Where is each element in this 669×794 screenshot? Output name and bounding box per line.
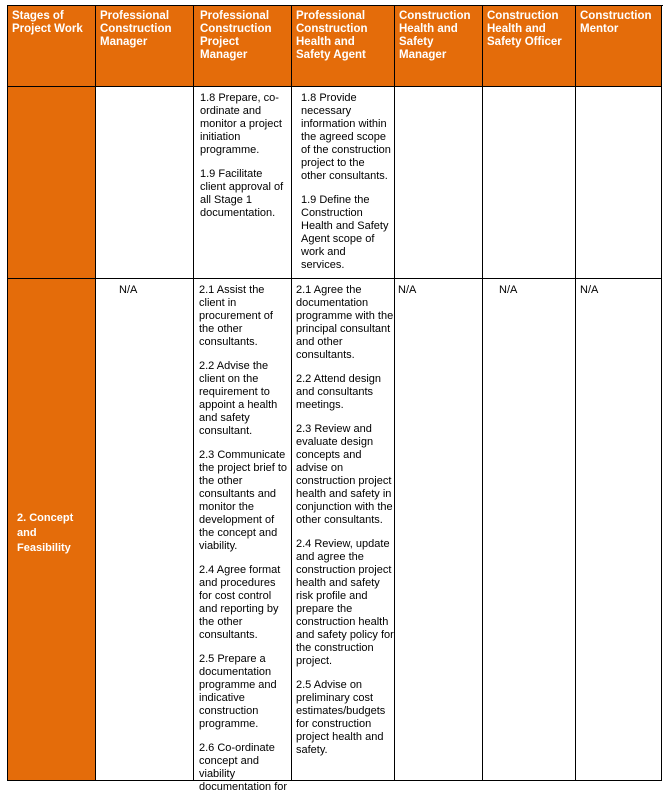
row2-pchsa-item: 2.5 Advise on preliminary cost estimates/budgets for construction project health and safety. <box>296 679 386 756</box>
row1-stage-cell <box>8 87 96 279</box>
header-chso <box>483 6 576 87</box>
row2-pchsa-item: 2.2 Attend design and consultants meetings. <box>296 373 382 411</box>
row2-chso-value: N/A <box>499 284 518 296</box>
header-pcpm <box>194 6 292 87</box>
row2-pcpm-item: 2.4 Agree format and procedures for cost control and reporting by the other consultants. <box>199 564 281 641</box>
header-pchsa <box>292 6 395 87</box>
row2-pcm-cell <box>96 279 194 781</box>
stage-label-concept-feasibility <box>17 511 89 556</box>
row2-pcpm-item: 2.1 Assist the client in procurement of the other consultants. <box>199 284 273 348</box>
header-stages-text: Stages of Project Work <box>12 10 83 35</box>
row1-pchsa-item: 1.9 Define the Construction Health and Safety Agent scope of work and services. <box>301 194 389 271</box>
header-chsm <box>395 6 483 87</box>
row1-pcpm-item: 1.9 Facilitate client approval of all Stage 1 documentation. <box>200 168 284 219</box>
header-chso-text: Construction Health and Safety Officer <box>487 10 562 48</box>
row1-pchsa-item: 1.8 Provide necessary information within the agreed scope of the construction project to the other consultants. <box>301 92 391 182</box>
header-pcm <box>96 6 194 87</box>
row2-chsm-cell <box>395 279 483 781</box>
header-mentor <box>576 6 662 87</box>
row2-pcpm-item: 2.6 Co-ordinate concept and viability documentation for <box>199 742 288 793</box>
row2-mentor-value: N/A <box>580 284 599 296</box>
header-pcpm-text: Professional Construction Project Manager <box>200 10 272 61</box>
header-stages <box>8 6 96 87</box>
row2-stage-cell <box>8 279 96 781</box>
row2-pcm-value: N/A <box>119 284 138 296</box>
row2-pchsa-item: 2.4 Review, update and agree the construction project health and safety risk profile and prepare the construction health and safety policy for the construction project. <box>296 538 394 667</box>
row1-pcpm-item: 1.8 Prepare, co-ordinate and monitor a project initiation programme. <box>200 92 282 156</box>
stage-label-text: 2. Concept and Feasibility <box>17 512 74 554</box>
responsibility-table <box>7 5 663 793</box>
row2-mentor-cell <box>576 279 662 781</box>
row2-pchsa-cell <box>292 279 395 781</box>
row1-chsm-cell <box>395 87 483 279</box>
row2-pcpm-item: 2.5 Prepare a documentation programme and indicative construction programme. <box>199 653 277 730</box>
row1-mentor-cell <box>576 87 662 279</box>
header-chsm-text: Construction Health and Safety Manager <box>399 10 471 61</box>
row2-pcpm-cell <box>194 279 292 793</box>
row2-pchsa-item: 2.3 Review and evaluate design concepts and advise on construction project health and safety in conjunction with the other consultants. <box>296 423 393 526</box>
header-mentor-text: Construction Mentor <box>580 10 652 35</box>
row2-chso-cell <box>483 279 576 781</box>
row1-chso-cell <box>483 87 576 279</box>
row2-pcpm-item: 2.2 Advise the client on the requirement to appoint a health and safety consultant. <box>199 360 278 437</box>
row2-pcpm-item: 2.3 Communicate the project brief to the other consultants and monitor the development of the concept and viability. <box>199 449 288 552</box>
header-pchsa-text: Professional Construction Health and Safety Agent <box>296 10 368 61</box>
row2-chsm-value: N/A <box>398 284 417 296</box>
row2-pchsa-item: 2.1 Agree the documentation programme with the principal consultant and other consultants. <box>296 284 394 361</box>
row1-pcpm-cell <box>194 87 292 279</box>
row1-pcm-cell <box>96 87 194 279</box>
row1-pchsa-cell <box>292 87 395 279</box>
header-pcm-text: Professional Construction Manager <box>100 10 172 48</box>
